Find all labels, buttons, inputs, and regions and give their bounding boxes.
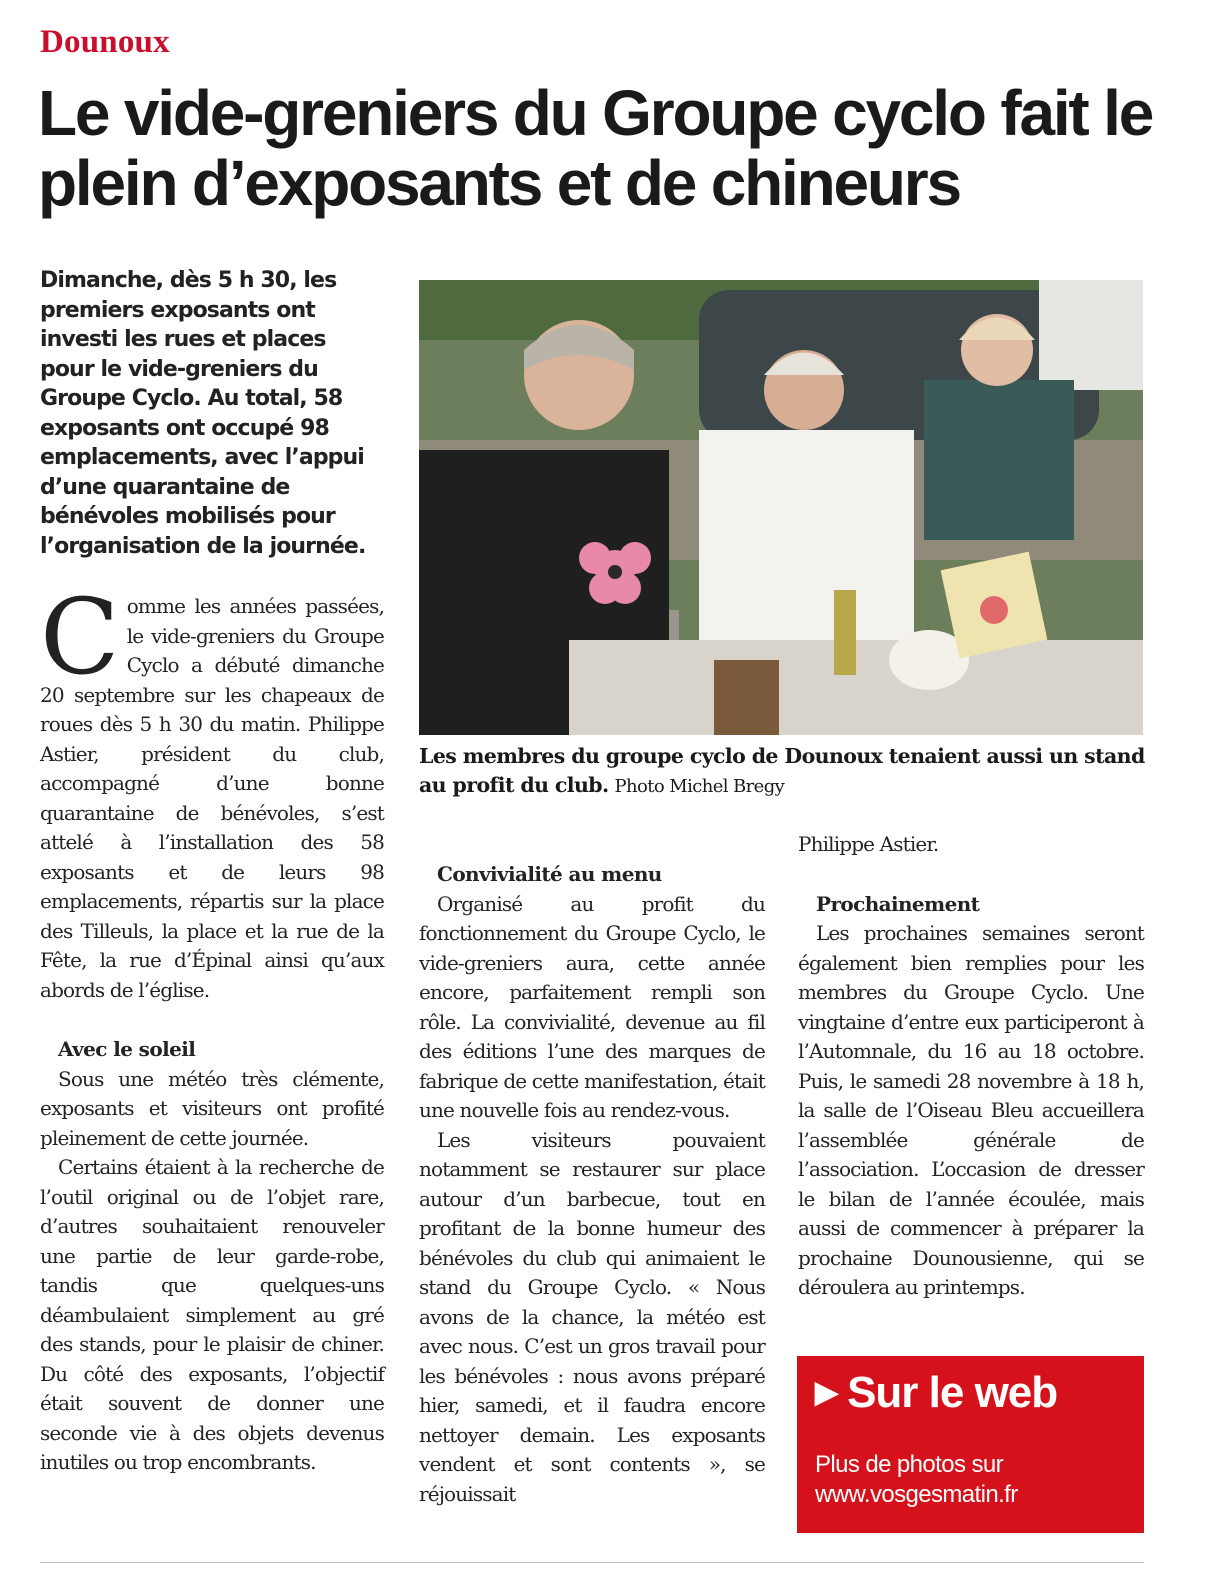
photo-caption [419, 742, 1149, 801]
paragraph: Certains étaient à la recherche de l’outil original ou de l’objet rare, d’autres souhaitaient renouveler une partie de leur garde-robe, tandis que quelques-uns déambulaient simplement au gré des stands, pour le plaisir de chiner. Du côté des exposants, l’objectif était souvent de donner une seconde vie à des objets devenus inutiles ou trop encombrants. [40, 1155, 384, 1474]
paragraph: Les visiteurs pouvaient notamment se restaurer sur place autour d’un barbecue, tout en profitant de la bonne humeur des bénévoles du club qui animaient le stand du Groupe Cyclo. « Nous avons de la chance, la météo est avec nous. C’est un gros travail pour les bénévoles : nous avons préparé hier, samedi, et il faudra encore nettoyer demain. Les exposants vendent et sont contents », se réjouissait [419, 1127, 765, 1506]
article-photo [419, 280, 1143, 735]
web-promo-line: Plus de photos sur [815, 1451, 1003, 1478]
photo-credit: Photo Michel Bregy [614, 776, 785, 797]
web-promo-box[interactable] [797, 1356, 1144, 1533]
subheading-prochainement: Prochainement [816, 891, 980, 916]
article-column-1 [40, 576, 384, 1478]
web-promo-url[interactable]: www.vosgesmatin.fr [815, 1481, 1018, 1508]
paragraph: Sous une météo très clémente, exposants et visiteurs ont profité pleinement de cette journée. [40, 1066, 384, 1150]
intro-paragraph [40, 576, 384, 1005]
article-lead: Dimanche, dès 5 h 30, les premiers exposants ont investi les rues et places pour le vide-greniers du Groupe Cyclo. Au total, 58 exposants ont occupé 98 emplacements, avec l’appui d’une quarantaine de bénévoles mobilisés pour l’organisation de la journée. [40, 268, 366, 559]
article-column-2 [419, 860, 765, 1509]
intro-text: omme les années passées, le vide-greniers du Groupe Cyclo a débuté dimanche 20 septembre sur les chapeaux de roues dès 5 h 30 du matin. Philippe Astier, président du club, accompagné d’une bonne quarantaine de bénévoles, s’est attelé à l’installation des 58 exposants et de leurs 98 emplacements, répartis sur la place des Tilleuls, la place et la rue de la Fête, la rue d’Épinal ainsi qu’aux abords de l’église. [40, 594, 384, 1002]
web-promo-title [815, 1368, 1057, 1418]
paragraph-end: Philippe Astier. [798, 832, 939, 856]
section-kicker: Dounoux [40, 24, 170, 60]
subheading-avec-le-soleil: Avec le soleil [58, 1037, 196, 1061]
article-headline: Le vide-greniers du Groupe cyclo fait le plein d’exposants et de chineurs [38, 77, 1153, 219]
bottom-rule [40, 1562, 1144, 1563]
drop-cap: C [40, 576, 119, 698]
web-promo-title-text: Sur le web [847, 1368, 1058, 1417]
article-column-3 [798, 830, 1144, 1303]
web-promo-text [815, 1450, 1135, 1510]
caption-text: Les membres du groupe cyclo de Dounoux tenaient aussi un stand au profit du club. [419, 744, 1145, 797]
paragraph: Organisé au profit du fonctionnement du Groupe Cyclo, le vide-greniers aura, cette année encore, parfaitement rempli son rôle. La convivialité, devenue au fil des éditions l’une des marques de fabrique de cette manifestation, était une nouvelle fois au rendez-vous. [419, 891, 765, 1122]
paragraph: Les prochaines semaines seront également bien remplies pour les membres du Groupe Cyclo. Une vingtaine d’entre eux participeront à l’Automnale, du 16 au 18 octobre. Puis, le samedi 28 novembre à 18 h, la salle de l’Oiseau Bleu accueillera l’assemblée générale de l’association. L’occasion de dresser le bilan de l’année écoulée, mais aussi de commencer à préparer la prochaine Dounousienne, qui se déroulera au printemps. [798, 921, 1144, 1299]
play-arrow-icon: ▶ [815, 1376, 838, 1409]
subheading-convivialite: Convivialité au menu [437, 862, 662, 886]
